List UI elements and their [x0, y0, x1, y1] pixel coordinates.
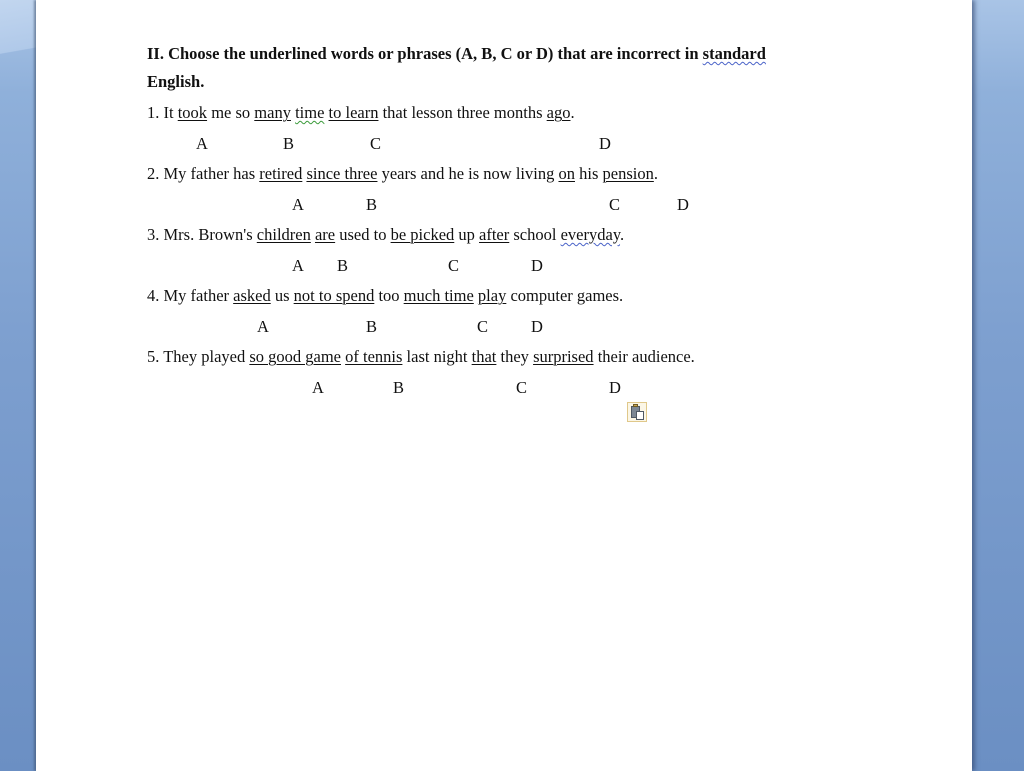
- heading-line-1: [147, 44, 766, 64]
- underlined-option-phrase: that: [471, 347, 497, 366]
- option-b: B: [393, 378, 405, 397]
- sentence-text: their audience.: [593, 347, 695, 366]
- underlined-option-phrase: on: [558, 164, 575, 183]
- option-d: D: [531, 256, 543, 275]
- underlined-option-phrase: much time: [403, 286, 474, 305]
- underlined-option-phrase: play: [477, 286, 507, 305]
- option-a: A: [312, 378, 324, 397]
- question-2-options: [147, 195, 847, 215]
- flagged-word[interactable]: time: [295, 103, 325, 122]
- flagged-word-standard[interactable]: standard: [702, 44, 766, 63]
- question-1-options: [147, 134, 847, 154]
- clipboard-paste-icon[interactable]: [627, 402, 647, 422]
- question-2: [147, 164, 658, 184]
- option-b: B: [366, 317, 378, 336]
- question-4: [147, 286, 623, 306]
- heading-line-2: English.: [147, 72, 205, 91]
- question-number: 2.: [147, 164, 160, 183]
- option-c: C: [609, 195, 621, 214]
- question-3-options: [147, 256, 847, 276]
- option-d: D: [531, 317, 543, 336]
- underlined-option-phrase: children: [256, 225, 311, 244]
- heading-text: II. Choose the underlined words or phrases (A, B, C or D) that are incorrect in: [147, 44, 703, 63]
- question-5: [147, 347, 695, 367]
- sentence-text: It: [163, 103, 178, 122]
- underlined-option-phrase: many: [254, 103, 291, 122]
- underlined-option-phrase: surprised: [533, 347, 594, 366]
- option-d: D: [677, 195, 689, 214]
- underlined-option-phrase: are: [314, 225, 336, 244]
- document-page[interactable]: [36, 0, 972, 771]
- option-a: A: [292, 195, 304, 214]
- option-c: C: [516, 378, 528, 397]
- underlined-option-phrase: be picked: [390, 225, 455, 244]
- option-d: D: [599, 134, 611, 153]
- sentence-text: too: [374, 286, 404, 305]
- sentence-text: used to: [335, 225, 391, 244]
- option-c: C: [370, 134, 382, 153]
- window-background-sheen: [0, 0, 36, 70]
- underlined-option-phrase: of tennis: [345, 347, 403, 366]
- option-d: D: [609, 378, 621, 397]
- sentence-text: me so: [207, 103, 255, 122]
- sentence-text: My father has: [163, 164, 260, 183]
- underlined-option-phrase: ago: [546, 103, 571, 122]
- option-a: A: [257, 317, 269, 336]
- sentence-text: They played: [163, 347, 250, 366]
- sentence-text: My father: [163, 286, 234, 305]
- question-1: [147, 103, 575, 123]
- sentence-text: .: [653, 164, 658, 183]
- sentence-text: .: [620, 225, 625, 244]
- underlined-option-phrase: so good game: [249, 347, 341, 366]
- question-5-options: [147, 378, 847, 398]
- option-c: C: [448, 256, 460, 275]
- sentence-text: last night: [402, 347, 472, 366]
- sentence-text: us: [270, 286, 294, 305]
- underlined-option-phrase: since three: [306, 164, 378, 183]
- clipboard-clip-shape: [633, 404, 638, 407]
- option-b: B: [337, 256, 349, 275]
- underlined-option-phrase: took: [177, 103, 208, 122]
- sentence-text: they: [496, 347, 534, 366]
- option-b: B: [366, 195, 378, 214]
- sentence-text: .: [570, 103, 575, 122]
- sentence-text: up: [454, 225, 480, 244]
- underlined-option-phrase: after: [479, 225, 510, 244]
- question-number: 5.: [147, 347, 160, 366]
- sentence-text: computer games.: [506, 286, 624, 305]
- question-number: 1.: [147, 103, 160, 122]
- option-b: B: [283, 134, 295, 153]
- option-a: A: [292, 256, 304, 275]
- question-3: [147, 225, 624, 245]
- underlined-option-phrase: not to spend: [293, 286, 375, 305]
- question-number: 3.: [147, 225, 160, 244]
- underlined-option-phrase: to learn: [328, 103, 379, 122]
- sentence-text: that lesson three months: [378, 103, 547, 122]
- underlined-option-phrase: retired: [259, 164, 303, 183]
- sentence-text: school: [509, 225, 561, 244]
- question-number: 4.: [147, 286, 160, 305]
- question-4-options: [147, 317, 847, 337]
- flagged-word[interactable]: everyday: [560, 225, 621, 244]
- underlined-option-phrase: asked: [233, 286, 271, 305]
- option-c: C: [477, 317, 489, 336]
- sentence-text: Mrs. Brown's: [163, 225, 257, 244]
- sentence-text: years and he is now living: [377, 164, 559, 183]
- sentence-text: his: [574, 164, 603, 183]
- clipboard-sheet-shape: [636, 411, 644, 420]
- option-a: A: [196, 134, 208, 153]
- underlined-option-phrase: pension: [602, 164, 654, 183]
